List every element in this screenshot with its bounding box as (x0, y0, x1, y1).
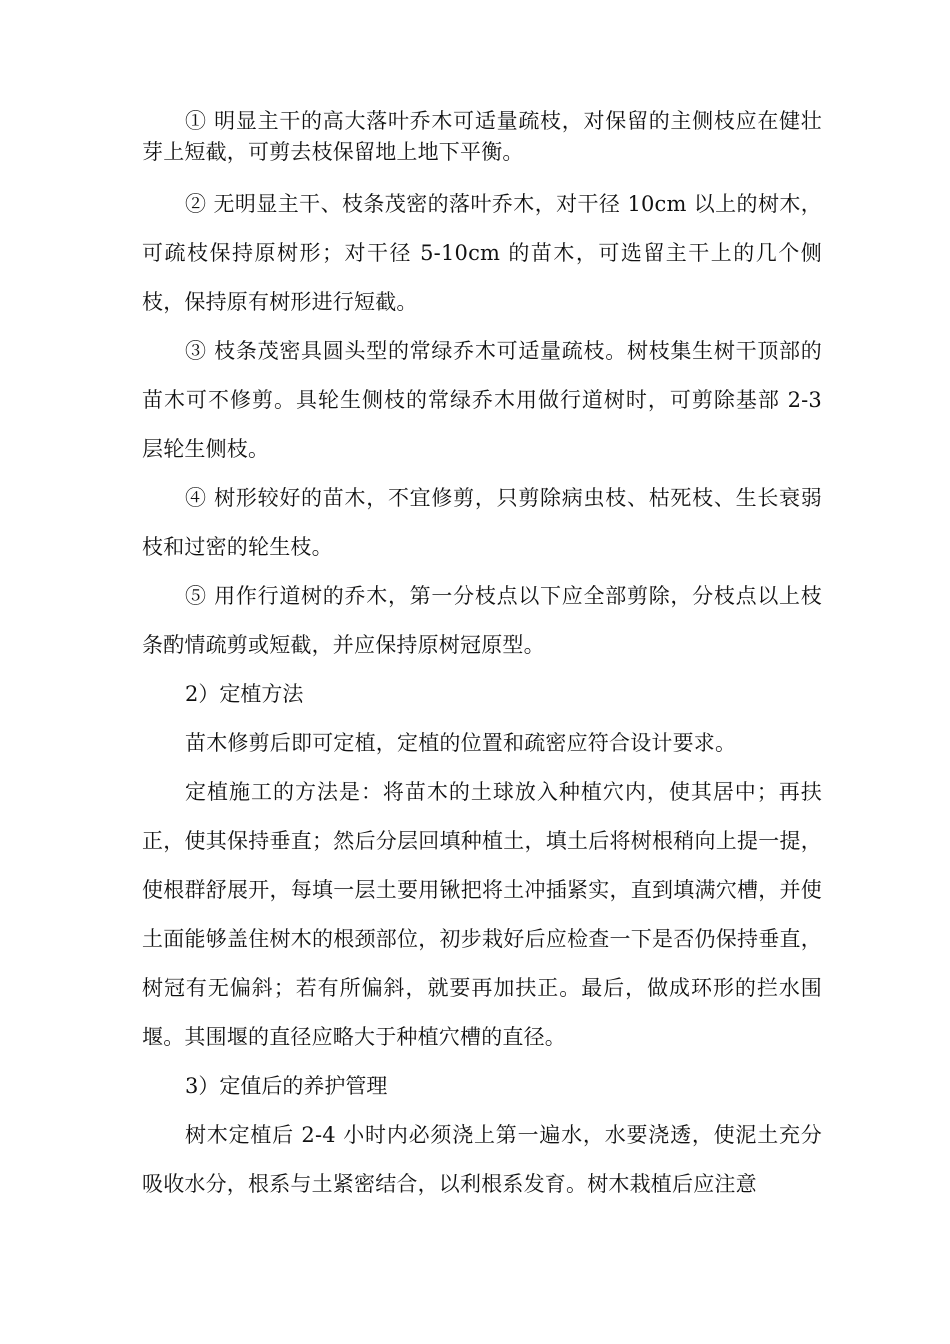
document-body (142, 106, 822, 1209)
paragraph-pruning-item-4: ④ 树形较好的苗木，不宜修剪，只剪除病虫枝、枯死枝、生长衰弱枝和过密的轮生枝。 (142, 486, 822, 559)
paragraph-pruning-item-3: ③ 枝条茂密具圆头型的常绿乔木可适量疏枝。树枝集生树干顶部的苗木可不修剪。具轮生侧枝的常绿乔木用做行道树时，可剪除基部 2-3 层轮生侧枝。 (142, 339, 822, 461)
paragraph-planting-procedure: 定植施工的方法是：将苗木的土球放入种植穴内，使其居中；再扶正，使其保持垂直；然后分层回填种植土，填土后将树根稍向上提一提，使根群舒展开，每填一层土要用锹把将土冲插紧实，直到填满穴槽，并使土面能够盖住树木的根颈部位，初步栽好后应检查一下是否仍保持垂直，树冠有无偏斜；若有所偏斜，就要再加扶正。最后，做成环形的拦水围堰。其围堰的直径应略大于种植穴槽的直径。 (142, 780, 822, 1049)
section-heading-planting-method: 2）定植方法 (185, 682, 304, 706)
paragraph-pruning-item-5: ⑤ 用作行道树的乔木，第一分枝点以下应全部剪除，分枝点以上枝条酌情疏剪或短截，并应保持原树冠原型。 (142, 584, 822, 657)
section-heading-post-planting-care: 3）定值后的养护管理 (185, 1074, 388, 1098)
paragraph-pruning-item-1: ① 明显主干的高大落叶乔木可适量疏枝，对保留的主侧枝应在健壮芽上短截，可剪去枝保留地上地下平衡。 (142, 109, 822, 164)
paragraph-planting-intro: 苗木修剪后即可定植，定植的位置和疏密应符合设计要求。 (185, 731, 737, 755)
paragraph-watering: 树木定植后 2-4 小时内必须浇上第一遍水，水要浇透，使泥土充分吸收水分，根系与土紧密结合，以利根系发育。树木栽植后应注意 (142, 1123, 822, 1196)
paragraph-pruning-item-2: ② 无明显主干、枝条茂密的落叶乔木，对干径 10cm 以上的树木，可疏枝保持原树形；对干径 5-10cm 的苗木，可选留主干上的几个侧枝，保持原有树形进行短截。 (142, 192, 822, 314)
